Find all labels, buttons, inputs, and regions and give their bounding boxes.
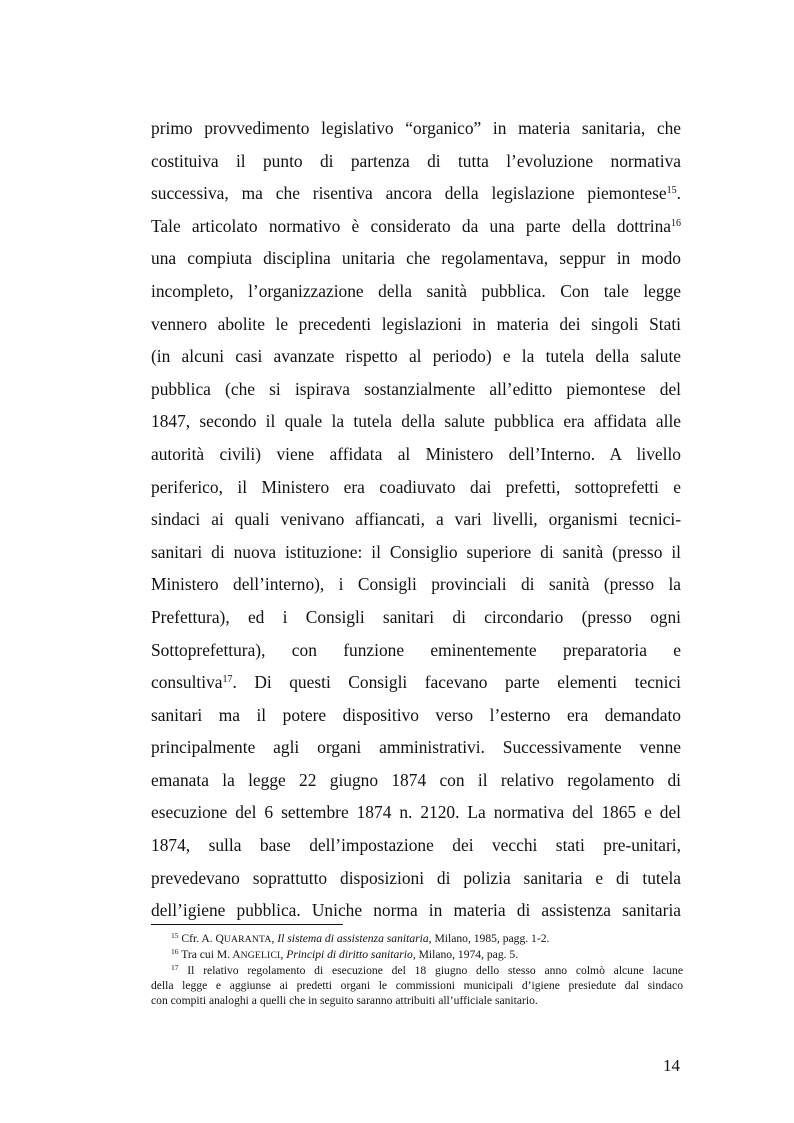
page-number: 14 bbox=[663, 1056, 680, 1075]
text-line: Tale articolato normativo è considerato da una parte della dottrina$^{16}$ bbox=[151, 215, 681, 236]
text-line: primo provvedimento legislativo “organico” in materia sanitaria, che bbox=[151, 118, 681, 138]
text-line: periferico, il Ministero era coadiuvato dai prefetti, sottoprefetti e bbox=[151, 476, 681, 497]
text-line: emanata la legge 22 giugno 1874 con il relativo regolamento di bbox=[151, 769, 681, 790]
text-line: dell’igiene pubblica. Uniche norma in materia di assistenza sanitaria bbox=[151, 900, 681, 921]
footnote-17-end: con compiti analoghi a quelli che in seguito saranno attribuiti all’ufficiale sanitario. bbox=[151, 994, 538, 1007]
text-line: costituiva il punto di partenza di tutta l’evoluzione normativa bbox=[151, 150, 681, 171]
footnote-17-cont: della legge e aggiunse ai predetti organi le commissioni municipali d’igiene presiedute dal sindaco bbox=[151, 979, 683, 992]
footnote-ref-17: 17 bbox=[222, 674, 233, 686]
text-line: successiva, ma che risentiva ancora della legislazione piemontese$^{15}$. bbox=[151, 183, 681, 204]
text-line: Prefettura), ed i Consigli sanitari di circondario (presso ogni bbox=[151, 606, 681, 627]
text-line: 1847, secondo il quale la tutela della salute pubblica era affidata alle bbox=[151, 411, 681, 432]
text-line: sanitari di nuova istituzione: il Consiglio superiore di sanità (presso il bbox=[151, 541, 681, 562]
footnote-separator bbox=[151, 924, 343, 925]
footnotes bbox=[151, 931, 683, 1008]
text-line: principalmente agli organi amministrativi. Successivamente venne bbox=[151, 737, 681, 758]
text-line: incompleto, l’organizzazione della sanità pubblica. Con tale legge bbox=[151, 280, 681, 301]
text-line: consultiva$^{17}$. Di questi Consigli facevano parte elementi tecnici bbox=[151, 672, 681, 693]
text-line: (in alcuni casi avanzate rispetto al periodo) e la tutela della salute bbox=[151, 346, 681, 367]
text-line: Ministero dell’interno), i Consigli provinciali di sanità (presso la bbox=[151, 574, 681, 595]
text-line: esecuzione del 6 settembre 1874 n. 2120. La normativa del 1865 e del bbox=[151, 802, 681, 823]
footnote-ref-16: 16 bbox=[671, 217, 681, 229]
text-line: autorità civili) viene affidata al Ministero dell’Interno. A livello bbox=[151, 443, 681, 464]
text-line: 1874, sulla base dell’impostazione dei vecchi stati pre-unitari, bbox=[151, 835, 681, 856]
text-line: prevedevano soprattutto disposizioni di polizia sanitaria e di tutela bbox=[151, 867, 681, 888]
text-line: Sottoprefettura), con funzione eminentemente preparatoria e bbox=[151, 639, 681, 660]
footnote-16: $^{16}$ Tra cui M. ANGELICI, Principi di diritto sanitario, Milano, 1974, pag. 5. bbox=[171, 947, 519, 961]
text-line: una compiuta disciplina unitaria che regolamentava, seppur in modo bbox=[151, 248, 681, 269]
footnote-ref-15: 15 bbox=[666, 185, 677, 197]
body-text bbox=[151, 112, 681, 927]
text-line: vennero abolite le precedenti legislazioni in materia dei singoli Stati bbox=[151, 313, 681, 334]
text-line: sindaci ai quali venivano affiancati, a vari livelli, organismi tecnici- bbox=[151, 509, 681, 530]
footnote-15: $^{15}$ Cfr. A. QUARANTA, Il sistema di assistenza sanitaria, Milano, 1985, pagg. 1-2. bbox=[171, 931, 550, 945]
text-line: sanitari ma il potere dispositivo verso l’esterno era demandato bbox=[151, 704, 681, 725]
footnote-17: $^{17}$ Il relativo regolamento di esecuzione del 18 giugno dello stesso anno colmò alcune lacune bbox=[171, 963, 683, 977]
text-line: pubblica (che si ispirava sostanzialmente all’editto piemontese del bbox=[151, 378, 681, 399]
